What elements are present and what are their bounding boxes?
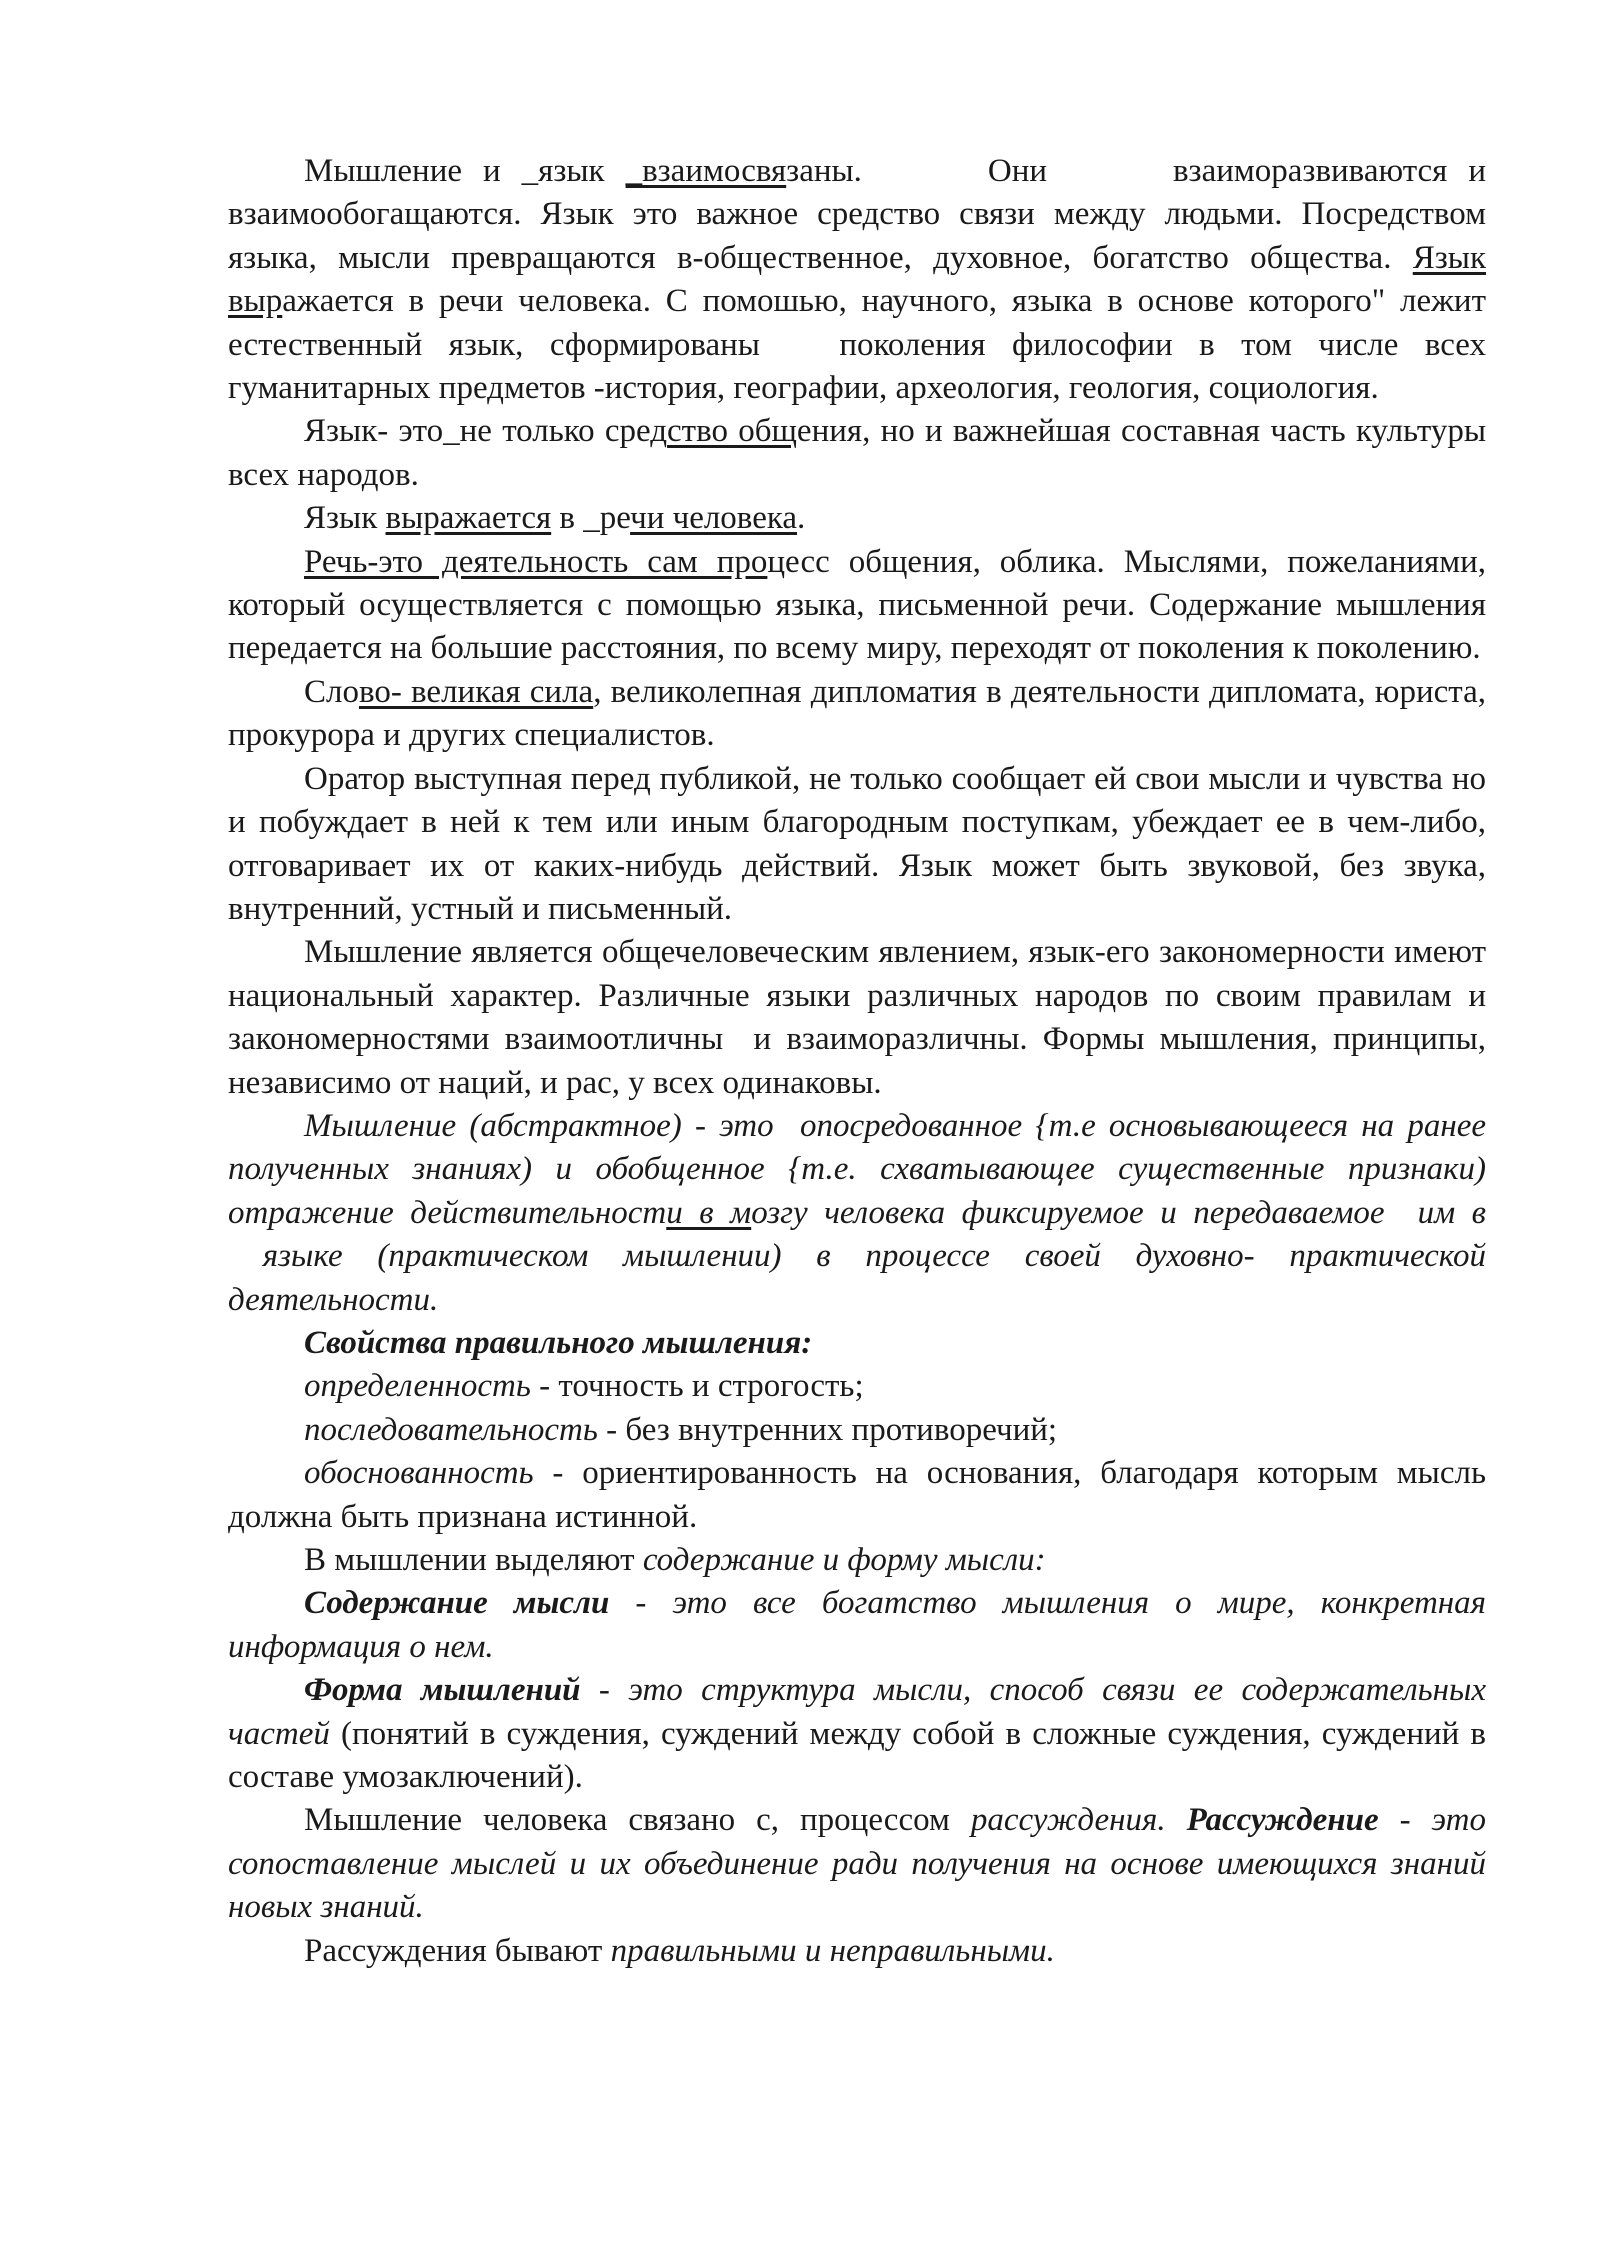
text-run: Оратор выступная перед публикой, не только сообщает ей свои мысли и чувства но и побуждает в ней к тем или иным благородным поступкам, убеждает ее в чем-либо, отговаривает их от каких-нибудь действий. Язык может быть звуковой, без звука, внутренний, устный и письменный. [228,760,1486,927]
document-page [228,150,1486,1973]
text-run: рассуждения. [970,1802,1166,1839]
text-run: ство общ [667,413,797,450]
paragraph [228,1452,1486,1539]
paragraph [228,1105,1486,1322]
paragraph [228,1582,1486,1669]
text-run: В мышлении выделяют [304,1542,643,1578]
text-run: Мышление (абстрактное) - это опосредованное {т.е основывающееся на ранее полученных знаниях) и обобщенное {т.е. схватывающее существенные признаки) отражение действительност [228,1107,1486,1231]
paragraph [228,1930,1486,1973]
text-run: правильными и неправильными. [610,1932,1055,1969]
text-run: Язык- это_не только сред [304,413,668,450]
text-run: Мышление человека связано с, процессом [304,1802,971,1839]
text-run: содержание и форму мысли: [642,1542,1046,1578]
text-run: - это все богатство мышления о мире, конкретная информация о нем. [228,1585,1486,1665]
text-run: Язык выр [228,239,1486,320]
text-run: ажается в речи человека. С помошью, научного, языка в основе которого" лежит естественный язык, сформированы поколения философии в том числе всех гуманитарных предметов -история, географии, археология, геология, социология. [228,283,1486,407]
paragraph [228,1799,1486,1929]
text-run: заны. Они взаиморазвиваются и взаимообогащаются. Язык это важное средство связи между людьми. Посредством языка, мысли превращаются в-общественное, духовное, богатство общества. [228,153,1486,276]
text-run: , великолепная дипломатия в деятельности дипломата, юриста, прокурора и других специалистов. [228,673,1486,754]
text-run: Мышление и _язык [304,153,626,189]
paragraph [228,1322,1486,1365]
paragraph [228,497,1486,540]
paragraph [228,150,1486,410]
text-run: - точность и строгость; [530,1368,864,1405]
text-run: озгу человека фиксируемое и передаваемое им в языке (практическом мышлении) в процессе своей духовно- практической деятельности. [228,1194,1486,1318]
text-run: во- великая сила [358,673,594,710]
text-run: - ориентированность на основания, благодаря которым мысль должна быть признана истинной. [228,1455,1486,1535]
text-run: - без внутренних противоречий; [597,1411,1058,1448]
text-run: - это структура мысли, способ связи ее содержательных частей [228,1672,1486,1752]
text-run: чи человека [630,500,798,537]
text-run: (понятий в суждения, суждений между собой в сложные суждения, суждений в составе умозаключений). [228,1715,1486,1796]
paragraph [228,541,1486,671]
text-run: последовательность [304,1411,598,1448]
paragraph [228,1409,1486,1452]
text-run: Язык [304,500,386,537]
text-run: выражается [385,500,552,537]
paragraph [228,671,1486,758]
text-run: . [797,500,806,537]
paragraph [228,1669,1486,1799]
text-run: Рассуждение [1186,1802,1379,1839]
paragraph [228,758,1486,932]
text-run: Сло [304,673,359,710]
text-run: _взаимосвя [625,153,787,189]
text-run: Речь-это деятельность сам про [304,543,768,580]
text-run: ения, но и важнейшая составная часть культуры всех народов. [228,413,1486,493]
text-run: Рассуждения бывают [304,1932,611,1969]
text-run: и в м [666,1194,752,1231]
text-run: Содержание мысли [304,1585,610,1622]
text-run: Мышление является общечеловеческим явлением, язык-его закономерности имеют национальный характер. Различные языки различных народов по своим правилам и закономерностями взаимоотличны и взаиморазличны. Формы мышления, принципы, независимо от наций, и рас, у всех одинаковы. [228,934,1486,1101]
text-run [1166,1802,1187,1838]
text-run: в _ре [551,500,631,537]
paragraph [228,1365,1486,1408]
text-run: цесс общения, облика. Мыслями, пожеланиями, который осуществляется с помощью языка, письменной речи. Содержание мышления передается на большие расстояния, по всему миру, переходят от поколения к поколению. [228,543,1487,667]
text-run: определенность [304,1368,531,1405]
text-run: - это сопоставление мыслей и их объединение ради получения на основе имеющихся знаний новых знаний. [228,1802,1487,1926]
text-run: Свойства правильного мышления: [304,1324,813,1361]
paragraph [228,1539,1486,1582]
text-run: Форма мышлений [304,1672,581,1709]
text-run: обоснованность [304,1455,534,1492]
paragraph [228,931,1486,1105]
paragraph [228,410,1486,497]
